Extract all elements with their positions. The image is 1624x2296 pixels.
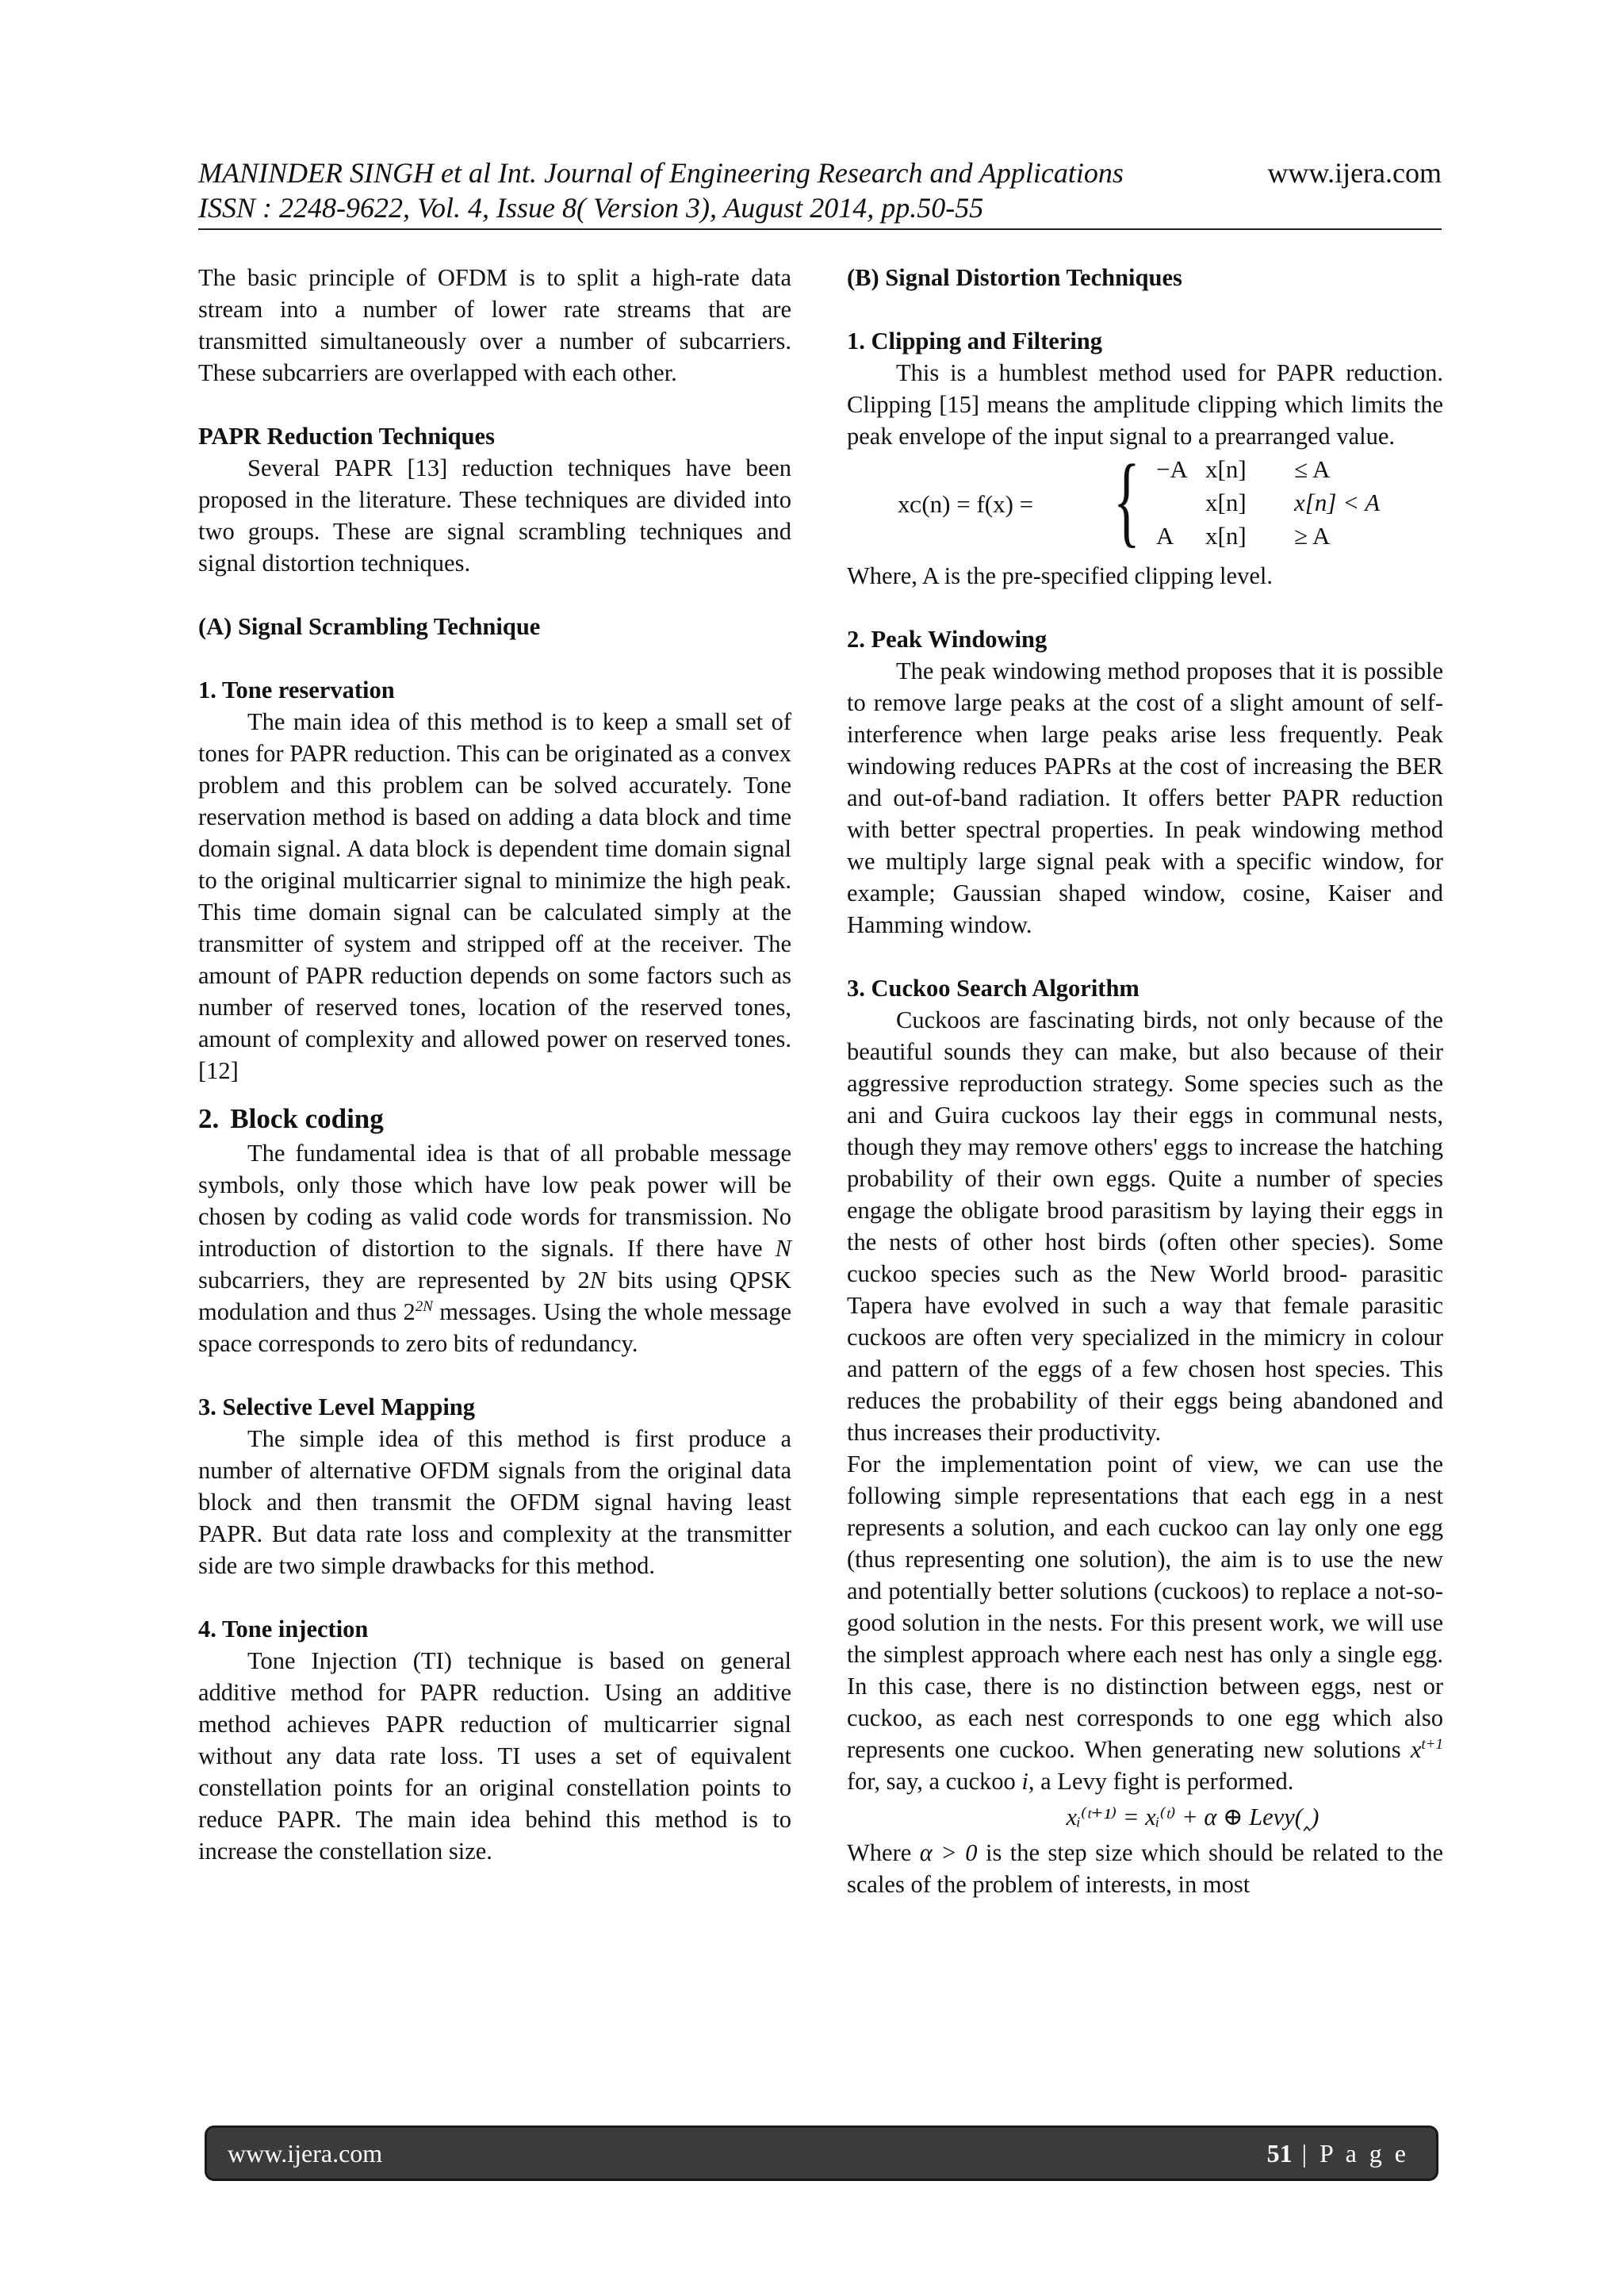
clipping-heading: 1. Clipping and Filtering bbox=[847, 328, 1103, 355]
footer-website: www.ijera.com bbox=[228, 2139, 383, 2168]
clipping-where: Where, A is the pre-specified clipping level. bbox=[847, 562, 1273, 589]
page-footer bbox=[205, 2125, 1438, 2181]
distortion-heading: (B) Signal Distortion Techniques bbox=[847, 264, 1182, 291]
cuckoo-paragraph: Cuckoos are fascinating birds, not only because of the beautiful sounds they can make, but also because of their aggressive reproduction strategy. Some species such as the ani and Guira cuckoos lay their eggs in communal nests, though they may remove others' eggs to increase the hatching probability of their own eggs. Quite a number of species engage the obligate brood parasitism by laying their eggs in the nests of other host birds (often other species). Some cuckoo species such as the New World brood- parasitic Tapera have evolved in such a way that female parasitic cuckoos are often very specialized in the mimicry in colour and pattern of the eggs of a few chosen host species. This reduces the probability of their eggs being abandoned and thus increases their productivity. bbox=[847, 1006, 1443, 1446]
clipping-paragraph: This is a humblest method used for PAPR reduction. Clipping [15] means the amplitude clipping which limits the peak envelope of the input signal to a prearranged value. bbox=[847, 359, 1443, 450]
equation-case-2: x[n] x[n] < A bbox=[1205, 489, 1381, 516]
left-column bbox=[198, 262, 791, 1867]
levy-flight-equation: xᵢ⁽ᵗ⁺¹⁾ = xᵢ⁽ᵗ⁾ + α ⊕ Levy(‸) bbox=[1066, 1803, 1320, 1830]
tone-reservation-heading: 1. Tone reservation bbox=[198, 677, 395, 703]
cuckoo-heading: 3. Cuckoo Search Algorithm bbox=[847, 975, 1139, 1002]
peak-windowing-paragraph: The peak windowing method proposes that it is possible to remove large peaks at the cost of a slight amount of self-interference when large peaks arise less frequently. Peak windowing reduces PAPRs at the cost of increasing the BER and out-of-band radiation. It offers better PAPR reduction with better spectral properties. In peak windowing method we multiply large signal peak with a specific window, for example; Gaussian shaped window, cosine, Kaiser and Hamming window. bbox=[847, 657, 1443, 938]
block-coding-heading: 2. Block coding bbox=[198, 1103, 384, 1134]
scrambling-heading: (A) Signal Scrambling Technique bbox=[198, 613, 541, 640]
clipping-equation bbox=[847, 444, 1443, 557]
issn-line: ISSN : 2248-9622, Vol. 4, Issue 8( Version 3), August 2014, pp.50-55 bbox=[198, 192, 984, 224]
right-column bbox=[847, 262, 1443, 1900]
peak-windowing-heading: 2. Peak Windowing bbox=[847, 626, 1048, 653]
equation-case-3: A x[n] ≥ A bbox=[1156, 522, 1331, 550]
slm-paragraph: The simple idea of this method is first produce a number of alternative OFDM signals from the original data block and then transmit the OFDM signal having least PAPR. But data rate loss and complexity at the transmitter side are two simple drawbacks for this method. bbox=[198, 1425, 791, 1579]
equation-case-1: −A x[n] ≤ A bbox=[1156, 455, 1331, 483]
tone-reservation-paragraph: The main idea of this method is to keep a small set of tones for PAPR reduction. This can be originated as a convex problem and this problem can be solved accurately. Tone reservation method is based on adding a data block and time domain signal. A data block is dependent time domain signal to the original multicarrier signal to minimize the high peak. This time domain signal can be calculated simply at the transmitter of system and stripped off at the receiver. The amount of PAPR reduction depends on some factors such as number of reserved tones, location of the reserved tones, amount of complexity and allowed power on reserved tones.[12] bbox=[198, 708, 791, 1084]
journal-citation: MANINDER SINGH et al Int. Journal of Engineering Research and Applications bbox=[198, 157, 1124, 189]
step-size-paragraph: Where α > 0 is the step size which should be related to the scales of the problem of interests, in most bbox=[847, 1839, 1443, 1898]
tone-injection-paragraph: Tone Injection (TI) technique is based on general additive method for PAPR reduction. Using an additive method achieves PAPR reduction of multicarrier signal without any data rate loss. TI uses a set of equivalent constellation points for an original constellation points to reduce PAPR. The main idea behind this method is to increase the constellation size. bbox=[198, 1647, 791, 1865]
papr-paragraph: Several PAPR [13] reduction techniques have been proposed in the literature. These techniques are divided into two groups. These are signal scrambling techniques and signal distortion techniques. bbox=[198, 454, 791, 577]
left-brace: { bbox=[1113, 444, 1140, 557]
running-header bbox=[198, 155, 1442, 225]
block-coding-paragraph: The fundamental idea is that of all probable message symbols, only those which have low peak power will be chosen by coding as valid code words for transmission. No introduction of distortion to the signals. If there have N subcarriers, they are represented by 2N bits using QPSK modulation and thus $2^{2N}$ messages. Using the whole message space corresponds to zero bits of redundancy. bbox=[198, 1140, 792, 1357]
journal-website: www.ijera.com bbox=[1267, 157, 1442, 189]
tone-injection-heading: 4. Tone injection bbox=[198, 1616, 369, 1642]
intro-paragraph: The basic principle of OFDM is to split a high-rate data stream into a number of lower rate streams that are transmitted simultaneously over a number of subcarriers. These subcarriers are overlapped with each other. bbox=[198, 264, 791, 386]
papr-heading: PAPR Reduction Techniques bbox=[198, 423, 495, 450]
implementation-paragraph: For the implementation point of view, we can use the following simple representations that each egg in a nest represents a solution, and each cuckoo can lay only one egg (thus representing one solution), the aim is to use the new and potentially better solutions (cuckoos) to replace a not-so-good solution in the nests. For this present work, we will use the simplest approach where each nest has only a single egg. In this case, there is no distinction between eggs, nest or cuckoo, as each nest corresponds to one egg which also represents one cuckoo. When generating new solutions $x^{t+1}$ for, say, a cuckoo i, a Levy fight is performed. bbox=[847, 1451, 1443, 1795]
slm-heading: 3. Selective Level Mapping bbox=[198, 1393, 476, 1420]
page-number: 51 | P a g e bbox=[1266, 2139, 1409, 2168]
header-rule bbox=[198, 228, 1442, 230]
equation-lhs: xᴄ(n) = f(x) = bbox=[898, 490, 1034, 518]
